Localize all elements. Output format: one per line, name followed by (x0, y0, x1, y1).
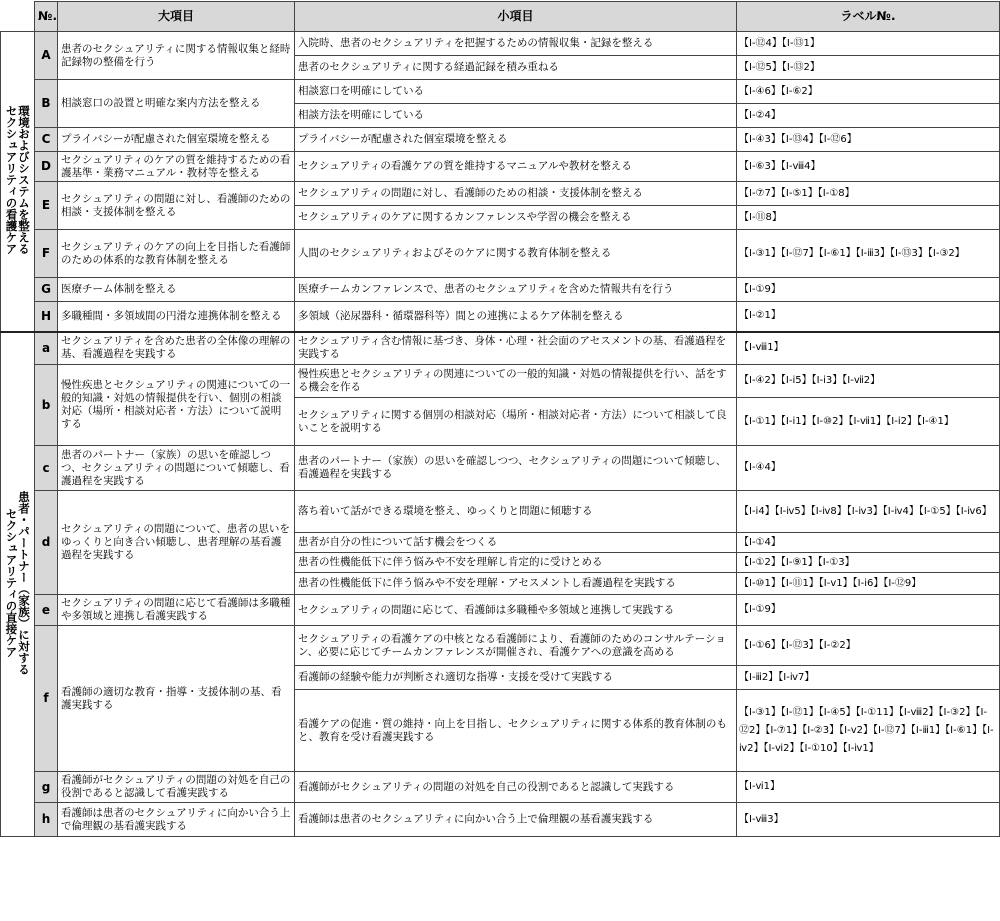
table-row (1, 626, 1000, 666)
major-item: 患者のパートナー（家族）の思いを確認しつつ、セクシュアリティの問題について傾聴し、看護過程を実践する (58, 446, 295, 491)
label-numbers: 【Ⅰ-ⅷ3】 (737, 803, 1000, 837)
table-row (1, 595, 1000, 626)
item-code: C (35, 128, 58, 152)
minor-item: 多領域（泌尿器科・循環器科等）間との連携によるケア体制を整える (295, 302, 737, 332)
minor-item: 患者の性機能低下に伴う悩みや不安を理解・アセスメントし看護過程を実践する (295, 573, 737, 595)
minor-item: セクシュアリティ含む情報に基づき、身体・心理・社会面のアセスメントの基、看護過程を実践する (295, 332, 737, 365)
minor-item: 看護師は患者のセクシュアリティに向かい合う上で倫理観の基看護実践する (295, 803, 737, 837)
item-code: e (35, 595, 58, 626)
item-code: D (35, 152, 58, 182)
label-numbers: 【Ⅰ-⑫5】【Ⅰ-⑬2】 (737, 56, 1000, 80)
minor-item: 看護師の経験や能力が判断され適切な指導・支援を受けて実践する (295, 666, 737, 690)
table-row (1, 332, 1000, 365)
label-numbers: 【Ⅰ-④2】【Ⅰ-ⅰ5】【Ⅰ-ⅰ3】【Ⅰ-ⅶ2】 (737, 365, 1000, 398)
minor-item: セクシュアリティの問題に対し、看護師のための相談・支援体制を整える (295, 182, 737, 206)
major-item: 患者のセクシュアリティに関する情報収集と経時記録物の整備を行う (58, 32, 295, 80)
label-numbers: 【Ⅰ-①9】 (737, 595, 1000, 626)
minor-item: セクシュアリティの看護ケアの質を維持するマニュアルや教材を整える (295, 152, 737, 182)
minor-item: セクシュアリティに関する個別の相談対応（場所・相談対応者・方法）について相談して良いことを説明する (295, 398, 737, 446)
label-numbers: 【Ⅰ-③1】【Ⅰ-⑫1】【Ⅰ-④5】【Ⅰ-①11】【Ⅰ-ⅷ2】【Ⅰ-③2】【Ⅰ-⑫2】【Ⅰ-⑦1】【Ⅰ-②3】【Ⅰ-ⅴ2】【Ⅰ-⑫7】【Ⅰ-ⅲ1】【Ⅰ-⑥1】【Ⅰ-ⅳ2】【Ⅰ-ⅵ2】【Ⅰ-①10】【Ⅰ-ⅳ1】 (737, 690, 1000, 772)
table-row (1, 128, 1000, 152)
minor-item: プライバシーが配慮された個室環境を整える (295, 128, 737, 152)
table-row (1, 278, 1000, 302)
table-row (1, 772, 1000, 803)
item-code: B (35, 80, 58, 128)
label-numbers: 【Ⅰ-⑥3】【Ⅰ-ⅷ4】 (737, 152, 1000, 182)
major-item: セクシュアリティを含めた患者の全体像の理解の基、看護過程を実践する (58, 332, 295, 365)
item-code: d (35, 491, 58, 595)
minor-item: 相談方法を明確にしている (295, 104, 737, 128)
label-numbers: 【Ⅰ-①1】【Ⅰ-ⅰ1】【Ⅰ-⑩2】【Ⅰ-ⅶ1】【Ⅰ-ⅰ2】【Ⅰ-④1】 (737, 398, 1000, 446)
header-no: №. (35, 2, 58, 32)
header-major: 大項目 (58, 2, 295, 32)
label-numbers: 【Ⅰ-①2】【Ⅰ-⑨1】【Ⅰ-①3】 (737, 553, 1000, 573)
item-code: f (35, 626, 58, 772)
major-item: 看護師がセクシュアリティの問題の対処を自己の役割であると認識して看護実践する (58, 772, 295, 803)
minor-item: 入院時、患者のセクシュアリティを把握するための情報収集・記録を整える (295, 32, 737, 56)
label-numbers: 【Ⅰ-①9】 (737, 278, 1000, 302)
table-row (1, 32, 1000, 56)
label-numbers: 【Ⅰ-①4】 (737, 533, 1000, 553)
major-item: セクシュアリティの問題について、患者の思いをゆっくりと向き合い傾聴し、患者理解の基看護過程を実践する (58, 491, 295, 595)
table-row (1, 803, 1000, 837)
label-numbers: 【Ⅰ-②4】 (737, 104, 1000, 128)
label-numbers: 【Ⅰ-②1】 (737, 302, 1000, 332)
care-table (0, 1, 1000, 837)
minor-item: セクシュアリティのケアに関するカンファレンスや学習の機会を整える (295, 206, 737, 230)
item-code: A (35, 32, 58, 80)
major-item: 看護師は患者のセクシュアリティに向かい合う上で倫理観の基看護実践する (58, 803, 295, 837)
item-code: H (35, 302, 58, 332)
major-item: 慢性疾患とセクシュアリティの関連についての一般的知識・対処の情報提供を行い、個別の相談対応（場所・相談対応者・方法）について説明する (58, 365, 295, 446)
major-item: セクシュアリティのケアの質を維持するための看護基準・業務マニュアル・教材等を整える (58, 152, 295, 182)
major-item: 看護師の適切な教育・指導・支援体制の基、看護実践する (58, 626, 295, 772)
table-row (1, 152, 1000, 182)
corner-cell (1, 2, 35, 32)
label-numbers: 【Ⅰ-⑦7】【Ⅰ-⑤1】【Ⅰ-①8】 (737, 182, 1000, 206)
header-minor: 小項目 (295, 2, 737, 32)
item-code: E (35, 182, 58, 230)
table-row (1, 491, 1000, 533)
label-numbers: 【Ⅰ-⑩1】【Ⅰ-⑪1】【Ⅰ-ⅴ1】【Ⅰ-ⅰ6】【Ⅰ-⑫9】 (737, 573, 1000, 595)
major-item: プライバシーが配慮された個室環境を整える (58, 128, 295, 152)
major-item: セクシュアリティの問題に応じて看護師は多職種や多領域と連携し看護実践する (58, 595, 295, 626)
item-code: G (35, 278, 58, 302)
label-numbers: 【Ⅰ-④6】【Ⅰ-⑥2】 (737, 80, 1000, 104)
major-item: 相談窓口の設置と明確な案内方法を整える (58, 80, 295, 128)
section-title: 環境およびシステムを整える セクシュアリティの看護ケア (4, 105, 31, 255)
minor-item: 相談窓口を明確にしている (295, 80, 737, 104)
table-row (1, 302, 1000, 332)
major-item: セクシュアリティの問題に対し、看護師のための相談・支援体制を整える (58, 182, 295, 230)
label-numbers: 【Ⅰ-⑪8】 (737, 206, 1000, 230)
major-item: 医療チーム体制を整える (58, 278, 295, 302)
minor-item: 患者が自分の性について話す機会をつくる (295, 533, 737, 553)
table-row (1, 80, 1000, 104)
major-item: セクシュアリティのケアの向上を目指した看護師のための体系的な教育体制を整える (58, 230, 295, 278)
minor-item: 患者のセクシュアリティに関する経過記録を積み重ねる (295, 56, 737, 80)
minor-item: セクシュアリティの問題に応じて、看護師は多職種や多領域と連携して実践する (295, 595, 737, 626)
header-label: ラベル№. (737, 2, 1000, 32)
section-header (1, 32, 35, 332)
minor-item: セクシュアリティの看護ケアの中核となる看護師により、看護師のためのコンサルテーション、必要に応じてチームカンファレンスが開催され、看護ケアへの意識を高める (295, 626, 737, 666)
label-numbers: 【Ⅰ-④4】 (737, 446, 1000, 491)
header-row (1, 2, 1000, 32)
label-numbers: 【Ⅰ-ⅷ1】 (737, 332, 1000, 365)
label-numbers: 【Ⅰ-①6】【Ⅰ-⑫3】【Ⅰ-②2】 (737, 626, 1000, 666)
item-code: a (35, 332, 58, 365)
minor-item: 医療チームカンファレンスで、患者のセクシュアリティを含めた情報共有を行う (295, 278, 737, 302)
item-code: b (35, 365, 58, 446)
item-code: F (35, 230, 58, 278)
table-row (1, 446, 1000, 491)
label-numbers: 【Ⅰ-ⅵ1】 (737, 772, 1000, 803)
label-numbers: 【Ⅰ-⑫4】【Ⅰ-⑬1】 (737, 32, 1000, 56)
minor-item: 落ち着いて話ができる環境を整え、ゆっくりと問題に傾聴する (295, 491, 737, 533)
label-numbers: 【Ⅰ-④3】【Ⅰ-⑬4】【Ⅰ-⑫6】 (737, 128, 1000, 152)
minor-item: 患者の性機能低下に伴う悩みや不安を理解し肯定的に受けとめる (295, 553, 737, 573)
item-code: c (35, 446, 58, 491)
minor-item: 患者のパートナー（家族）の思いを確認しつつ、セクシュアリティの問題について傾聴し、看護過程を実践する (295, 446, 737, 491)
table-row (1, 365, 1000, 398)
minor-item: 看護師がセクシュアリティの問題の対処を自己の役割であると認識して実践する (295, 772, 737, 803)
label-numbers: 【Ⅰ-③1】【Ⅰ-⑫7】【Ⅰ-⑥1】【Ⅰ-ⅲ3】【Ⅰ-⑬3】【Ⅰ-③2】 (737, 230, 1000, 278)
minor-item: 人間のセクシュアリティおよびそのケアに関する教育体制を整える (295, 230, 737, 278)
minor-item: 慢性疾患とセクシュアリティの関連についての一般的知識・対処の情報提供を行い、話をする機会を作る (295, 365, 737, 398)
section-title: 患者・パートナー（家族）に対する セクシュアリティの直接ケア (4, 491, 31, 675)
section-header (1, 332, 35, 837)
item-code: g (35, 772, 58, 803)
table-row (1, 230, 1000, 278)
table-row (1, 182, 1000, 206)
minor-item: 看護ケアの促進・質の維持・向上を目指し、セクシュアリティに関する体系的教育体制のもと、教育を受け看護実践する (295, 690, 737, 772)
item-code: h (35, 803, 58, 837)
label-numbers: 【Ⅰ-ⅲ2】【Ⅰ-ⅳ7】 (737, 666, 1000, 690)
label-numbers: 【Ⅰ-ⅰ4】【Ⅰ-ⅳ5】【Ⅰ-ⅳ8】【Ⅰ-ⅳ3】【Ⅰ-ⅳ4】【Ⅰ-①5】【Ⅰ-ⅳ6】 (737, 491, 1000, 533)
major-item: 多職種間・多領域間の円滑な連携体制を整える (58, 302, 295, 332)
